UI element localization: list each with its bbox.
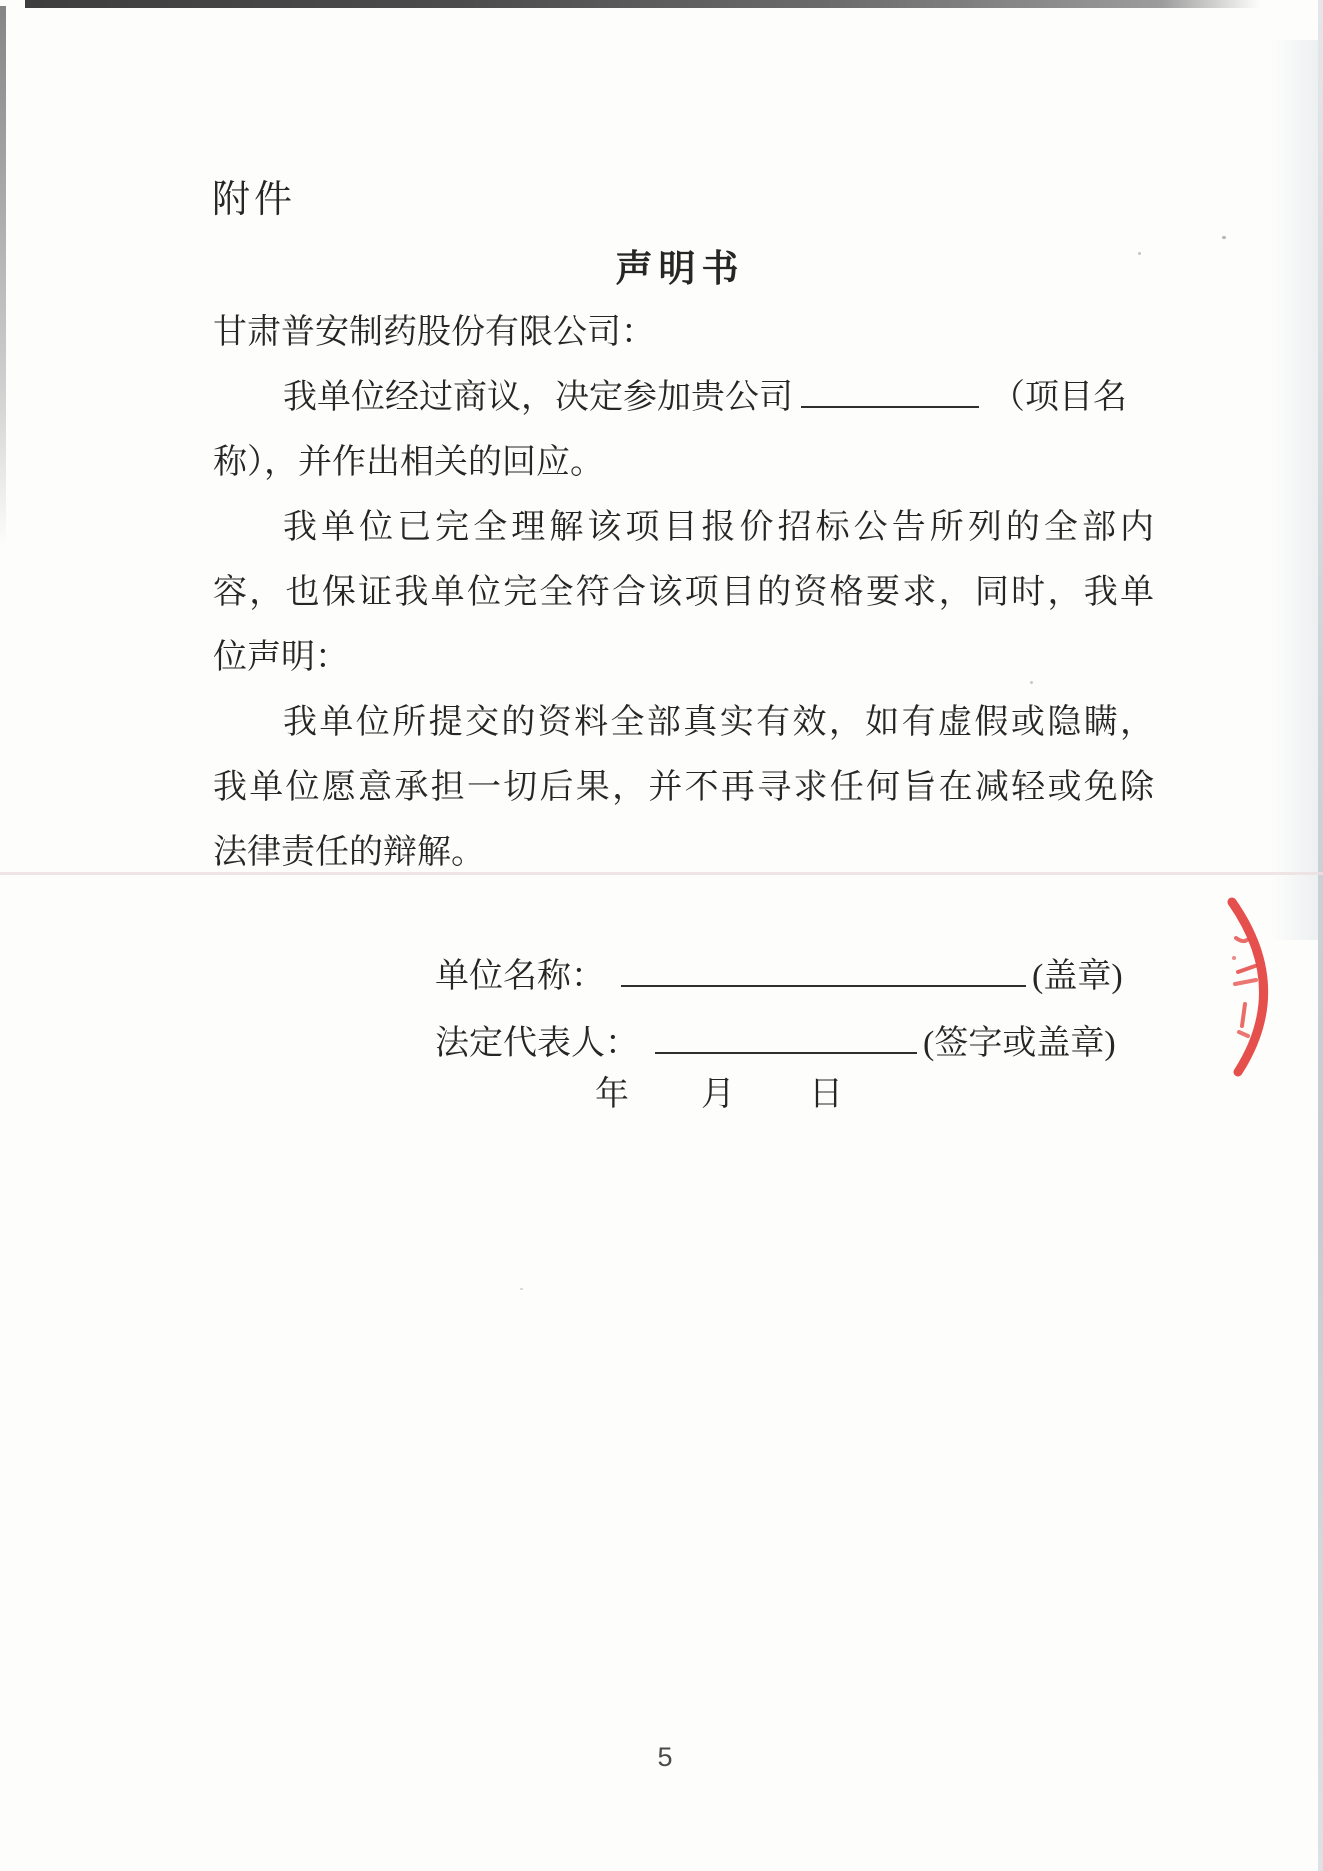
document-body xyxy=(213,300,1154,885)
body-line-project-post: （项目名 xyxy=(991,379,1127,416)
body-line: 我单位愿意承担一切后果，并不再寻求任何旨在减轻或免除 xyxy=(213,769,1154,806)
scan-top-edge-artifact xyxy=(25,0,1260,8)
body-line: 我单位已完全理解该项目报价招标公告所列的全部内 xyxy=(283,509,1154,546)
legal-representative-blank-underline xyxy=(655,1012,917,1054)
body-line: 法律责任的辩解。 xyxy=(213,834,485,871)
sign-or-stamp-note: (签字或盖章) xyxy=(923,1025,1116,1062)
stamp-note: (盖章) xyxy=(1032,958,1123,995)
dust-speck xyxy=(1138,252,1141,255)
body-line-project-pre: 我单位经过商议，决定参加贵公司 xyxy=(283,379,793,416)
year-label: 年 xyxy=(595,1076,629,1113)
scan-right-shading xyxy=(1270,40,1318,940)
addressee-line: 甘肃普安制药股份有限公司： xyxy=(213,314,655,351)
red-seal-partial-icon xyxy=(1180,880,1320,1110)
body-line: 位声明： xyxy=(213,639,349,676)
body-line: 容，也保证我单位完全符合该项目的资格要求，同时，我单 xyxy=(213,574,1154,611)
unit-name-label: 单位名称： xyxy=(435,958,605,995)
date-row xyxy=(595,1070,843,1120)
document-title: 声明书 xyxy=(615,249,745,290)
attachment-label: 附件 xyxy=(212,179,297,221)
legal-representative-row xyxy=(435,1012,1116,1070)
body-line-project xyxy=(213,365,1154,430)
unit-name-blank-underline xyxy=(621,945,1026,987)
body-line: 称），并作出相关的回应。 xyxy=(213,444,604,481)
body-line: 我单位所提交的资料全部真实有效，如有虚假或隐瞒， xyxy=(283,704,1154,741)
legal-representative-label: 法定代表人： xyxy=(435,1025,639,1062)
scan-left-edge-artifact xyxy=(0,6,6,546)
project-name-blank-underline xyxy=(801,366,979,408)
dust-speck xyxy=(1222,236,1226,239)
day-label: 日 xyxy=(809,1076,843,1113)
dust-speck xyxy=(520,1288,523,1290)
month-label: 月 xyxy=(701,1076,735,1113)
page-number: 5 xyxy=(657,1742,673,1772)
unit-name-row xyxy=(435,945,1123,1003)
